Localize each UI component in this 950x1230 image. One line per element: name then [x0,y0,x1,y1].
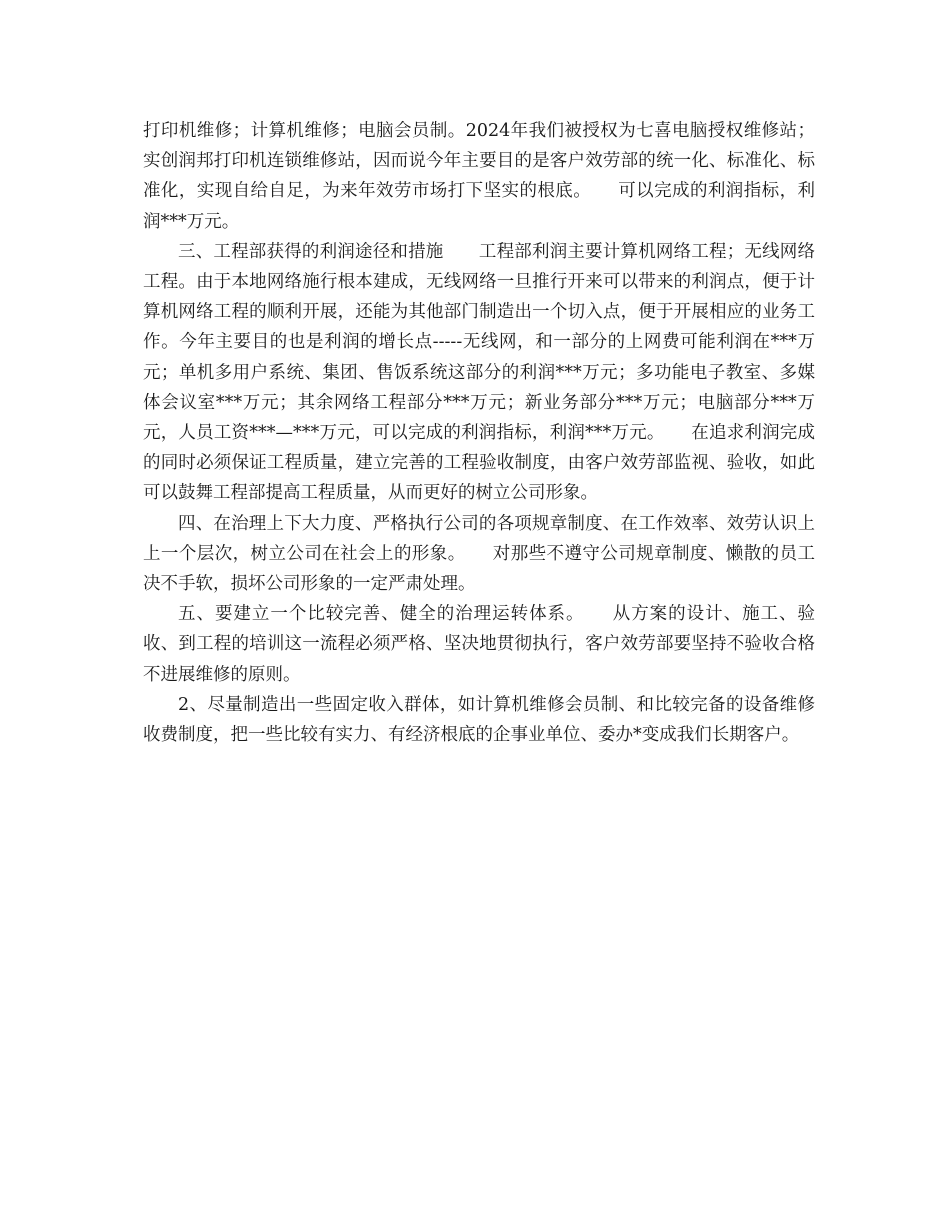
paragraph-5: 2、尽量制造出一些固定收入群体，如计算机维修会员制、和比较完备的设备维修收费制度，把一些比较有实力、有经济根底的企事业单位、委办*变成我们长期客户。 [143,694,815,746]
paragraph-4: 五、要建立一个比较完善、健全的治理运转体系。 从方案的设计、施工、验收、到工程的培训这一流程必须严格、坚决地贯彻执行，客户效劳部要坚持不验收合格不进展维修的原则。 [143,604,815,685]
paragraph-3: 四、在治理上下大力度、严格执行公司的各项规章制度、在工作效率、效劳认识上上一个层次，树立公司在社会上的形象。 对那些不遵守公司规章制度、懒散的员工决不手软，损坏公司形象的一定严肃处理。 [143,513,815,595]
paragraph-2: 三、工程部获得的利润途径和措施 工程部利润主要计算机网络工程；无线网络工程。由于本地网络施行根本建成，无线网络一旦推行开来可以带来的利润点，便于计算机网络工程的顺利开展，还能为其他部门制造出一个切入点，便于开展相应的业务工作。今年主要目的也是利润的增长点-----无线网，和一部分的上网费可能利润在***万元；单机多用户系统、集团、售饭系统这部分的利润***万元；多功能电子教室、多媒体会议室***万元；其余网络工程部分***万元；新业务部分***万元；电脑部分***万元，人员工资***—***万元，可以完成的利润指标，利润***万元。 在追求利润完成的同时必须保证工程质量，建立完善的工程验收制度，由客户效劳部监视、验收，如此可以鼓舞工程部提高工程质量，从而更好的树立公司形象。 [143,241,815,504]
paragraph-1: 打印机维修；计算机维修；电脑会员制。2024年我们被授权为七喜电脑授权维修站；实创润邦打印机连锁维修站，因而说今年主要目的是客户效劳部的统一化、标准化、标准化，实现自给自足，为来年效劳市场打下坚实的根底。 可以完成的利润指标，利润***万元。 [143,121,815,232]
document-body [143,116,815,750]
